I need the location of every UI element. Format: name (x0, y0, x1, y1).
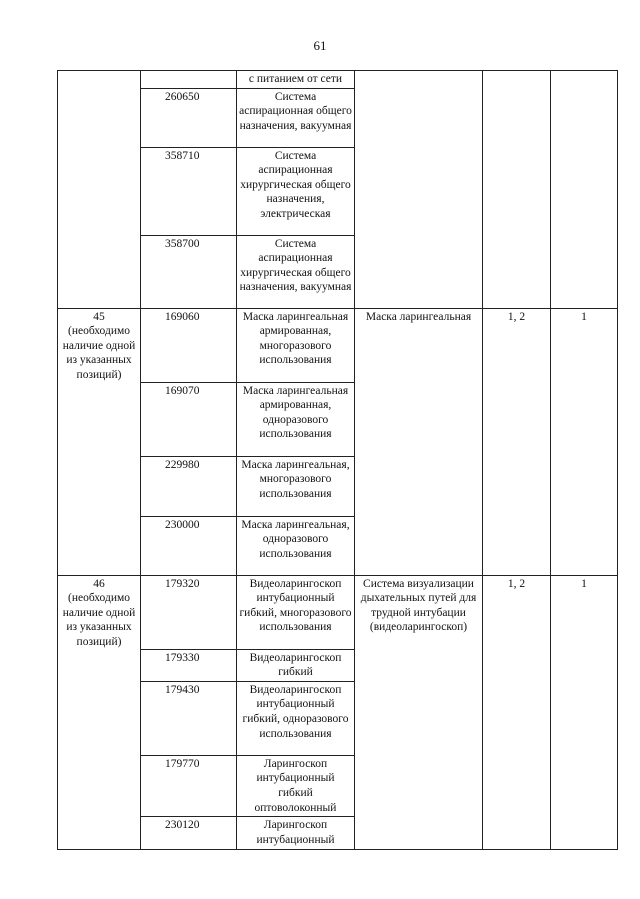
group-note: (необходимо наличие одной из указанных позиций) (62, 325, 136, 381)
name-cell: Маска ларингеальная армированная, одноразового использования (237, 382, 355, 456)
type-cell: Система визуализации дыхательных путей для трудной интубации (видеоларингоскоп) (355, 575, 483, 850)
col5-cell: 1, 2 (483, 575, 551, 850)
code-cell: 358710 (141, 147, 237, 235)
type-cell: Маска ларингеальная (355, 308, 483, 575)
page-number: 61 (313, 38, 327, 53)
code-cell: 169060 (141, 308, 237, 382)
code-cell (141, 71, 237, 89)
name-cell: Маска ларингеальная, одноразового использования (237, 516, 355, 575)
equipment-table (57, 70, 618, 850)
col5-cell-empty (483, 71, 551, 309)
group-number: 46 (93, 577, 105, 590)
col6-cell: 1 (551, 308, 618, 575)
name-cell: с питанием от сети (237, 71, 355, 89)
code-cell: 230000 (141, 516, 237, 575)
code-cell: 179320 (141, 575, 237, 649)
name-cell: Маска ларингеальная, многоразового использования (237, 456, 355, 516)
name-cell: Маска ларингеальная армированная, многоразового использования (237, 308, 355, 382)
table-row (58, 71, 618, 89)
name-cell: Видеоларингоскоп интубационный гибкий, многоразового использования (237, 575, 355, 649)
code-cell: 260650 (141, 88, 237, 147)
group-number: 45 (93, 310, 105, 323)
code-cell: 179330 (141, 649, 237, 681)
name-cell: Система аспирационная хирургическая общего назначения, вакуумная (237, 235, 355, 308)
code-cell: 179770 (141, 755, 237, 816)
name-cell: Видеоларингоскоп интубационный гибкий, одноразового использования (237, 681, 355, 755)
group-note: (необходимо наличие одной из указанных позиций) (62, 592, 136, 648)
name-cell: Ларингоскоп интубационный гибкий оптоволоконный (237, 755, 355, 816)
name-cell: Ларингоскоп интубационный (237, 817, 355, 850)
code-cell: 179430 (141, 681, 237, 755)
code-cell: 230120 (141, 817, 237, 850)
type-cell-empty (355, 71, 483, 309)
col5-cell: 1, 2 (483, 308, 551, 575)
code-cell: 358700 (141, 235, 237, 308)
group-46-cell (58, 575, 141, 850)
table-row (58, 575, 618, 649)
col6-cell: 1 (551, 575, 618, 850)
group-cell-empty (58, 71, 141, 309)
col6-cell-empty (551, 71, 618, 309)
table-row (58, 308, 618, 382)
name-cell: Система аспирационная хирургическая общего назначения, электрическая (237, 147, 355, 235)
name-cell: Система аспирационная общего назначения, вакуумная (237, 88, 355, 147)
group-45-cell (58, 308, 141, 575)
code-cell: 169070 (141, 382, 237, 456)
code-cell: 229980 (141, 456, 237, 516)
name-cell: Видеоларингоскоп гибкий (237, 649, 355, 681)
